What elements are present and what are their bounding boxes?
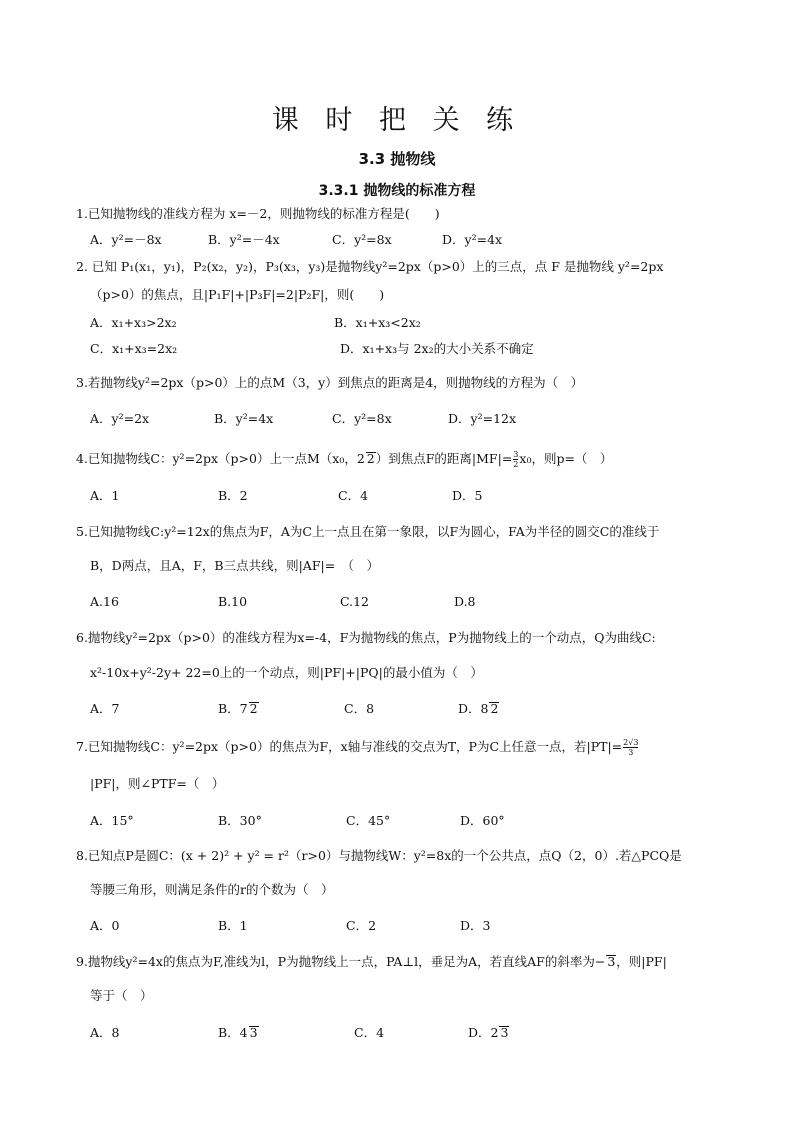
q6-option-b-text: B．7 bbox=[218, 701, 248, 716]
q4-text-c: x₀，则p=（ ） bbox=[519, 451, 613, 466]
q3-option-c: C．y²=8x bbox=[332, 411, 392, 426]
question-5: 5.已知抛物线C:y²=12x的焦点为F，A为C上一点且在第一象限，以F为圆心，FA为半径的圆交C的准线于 bbox=[76, 524, 660, 539]
q9-text-b: ，则|PF| bbox=[616, 954, 667, 969]
q7-option-d: D．60° bbox=[460, 813, 505, 828]
q9-text-a: 9.抛物线y²=4x的焦点为F,准线为l，P为抛物线上一点，PA⊥l，垂足为A，若直线AF的斜率为− bbox=[76, 954, 606, 969]
question-6-cont: x²-10x+y²-2y+ 22=0上的一个动点，则|PF|+|PQ|的最小值为（ ） bbox=[90, 665, 483, 680]
subsection-heading: 3.3.1 抛物线的标准方程 bbox=[318, 183, 476, 199]
question-2-cont: （p>0）的焦点，且|P₁F|+|P₃F|=2|P₂F|，则( ) bbox=[90, 287, 385, 302]
q2-option-d: D．x₁+x₃与 2x₂的大小关系不确定 bbox=[340, 341, 534, 356]
q6-option-d-text: D．8 bbox=[458, 701, 489, 716]
q7-text-a: 7.已知抛物线C：y²=2px（p>0）的焦点为F，x轴与准线的交点为T，P为C上任意一点，若|PT|= bbox=[76, 739, 623, 754]
question-5-cont: B，D两点，且A，F，B三点共线，则|AF|= （ ） bbox=[90, 558, 379, 573]
q4-frac-den: 2 bbox=[513, 460, 519, 469]
q6-option-a: A．7 bbox=[90, 701, 120, 716]
q4-option-d: D．5 bbox=[452, 488, 483, 503]
q4-text-a: 4.已知抛物线C：y²=2px（p>0）上一点M（x₀，2 bbox=[76, 451, 365, 466]
q1-option-c: C．y²=8x bbox=[332, 232, 392, 247]
q9-option-b bbox=[218, 1024, 259, 1042]
q9-option-a: A．8 bbox=[90, 1025, 120, 1040]
q3-option-d: D．y²=12x bbox=[448, 411, 517, 426]
question-7 bbox=[76, 738, 736, 757]
q6-option-c: C．8 bbox=[344, 701, 375, 716]
q4-option-b: B．2 bbox=[218, 488, 248, 503]
q5-option-a: A.16 bbox=[90, 594, 119, 609]
q7-fraction bbox=[623, 738, 638, 757]
q4-sqrt: 2 bbox=[366, 451, 375, 466]
q9-option-d-text: D．2 bbox=[468, 1025, 499, 1040]
q6-option-b bbox=[218, 700, 259, 718]
question-9-cont: 等于（ ） bbox=[90, 988, 153, 1003]
q4-fraction bbox=[513, 450, 518, 469]
question-8-cont: 等腰三角形，则满足条件的r的个数为（ ） bbox=[90, 882, 334, 897]
q2-option-c: C．x₁+x₃=2x₂ bbox=[90, 341, 178, 356]
q9-option-b-text: B．4 bbox=[218, 1025, 248, 1040]
q1-option-d: D．y²=4x bbox=[442, 232, 503, 247]
q7-option-a: A．15° bbox=[90, 813, 134, 828]
question-2: 2. 已知 P₁(x₁，y₁)，P₂(x₂，y₂)，P₃(x₃，y₃)是抛物线y²=2px（p>0）上的三点，点 F 是抛物线 y²=2px bbox=[76, 259, 664, 274]
question-9 bbox=[76, 953, 736, 971]
page-title: 课 时 把 关 练 bbox=[271, 105, 523, 136]
question-8: 8.已知点P是圆C：(x + 2)² + y² = r²（r>0）与抛物线W：y²=8x的一个公共点，点Q（2，0）.若△PCQ是 bbox=[76, 848, 682, 863]
q9-option-b-sqrt: 3 bbox=[249, 1025, 258, 1040]
q9-sqrt: 3 bbox=[607, 954, 616, 969]
q9-option-d bbox=[468, 1024, 509, 1042]
q3-option-b: B．y²=4x bbox=[214, 411, 274, 426]
q4-option-c: C．4 bbox=[338, 488, 369, 503]
q8-option-d: D．3 bbox=[460, 918, 491, 933]
q9-option-c: C．4 bbox=[354, 1025, 385, 1040]
q7-option-b: B．30° bbox=[218, 813, 262, 828]
question-4 bbox=[76, 450, 736, 469]
q7-frac-den: 3 bbox=[628, 748, 634, 757]
q7-frac-num: 2√3 bbox=[623, 738, 639, 747]
question-7-cont: |PF|，则∠PTF=（ ） bbox=[90, 776, 225, 791]
q2-option-b: B．x₁+x₃<2x₂ bbox=[334, 315, 421, 330]
q6-option-d bbox=[458, 700, 499, 718]
q8-option-c: C．2 bbox=[346, 918, 377, 933]
q4-frac-num: 3 bbox=[513, 450, 519, 459]
q2-option-a: A．x₁+x₃>2x₂ bbox=[90, 315, 177, 330]
q5-option-b: B.10 bbox=[218, 594, 248, 609]
q5-option-d: D.8 bbox=[454, 594, 476, 609]
q1-option-b: B．y²=－4x bbox=[208, 232, 280, 247]
q8-option-b: B．1 bbox=[218, 918, 248, 933]
q8-option-a: A．0 bbox=[90, 918, 120, 933]
q6-option-d-sqrt: 2 bbox=[490, 701, 499, 716]
section-heading: 3.3 抛物线 bbox=[358, 150, 436, 168]
q4-option-a: A．1 bbox=[90, 488, 120, 503]
q9-option-d-sqrt: 3 bbox=[500, 1025, 509, 1040]
question-1: 1.已知抛物线的准线方程为 x=－2，则抛物线的标准方程是( ) bbox=[76, 206, 440, 221]
q4-text-b: ）到焦点F的距离|MF|= bbox=[375, 451, 513, 466]
q1-option-a: A．y²=－8x bbox=[90, 232, 162, 247]
question-3: 3.若抛物线y²=2px（p>0）上的点M（3，y）到焦点的距离是4，则抛物线的方程为（ ） bbox=[76, 375, 584, 390]
q5-option-c: C.12 bbox=[340, 594, 369, 609]
q7-option-c: C．45° bbox=[346, 813, 391, 828]
question-6: 6.抛物线y²=2px（p>0）的准线方程为x=-4，F为抛物线的焦点，P为抛物线上的一个动点，Q为曲线C: bbox=[76, 630, 656, 645]
q3-option-a: A．y²=2x bbox=[90, 411, 150, 426]
q6-option-b-sqrt: 2 bbox=[249, 701, 258, 716]
